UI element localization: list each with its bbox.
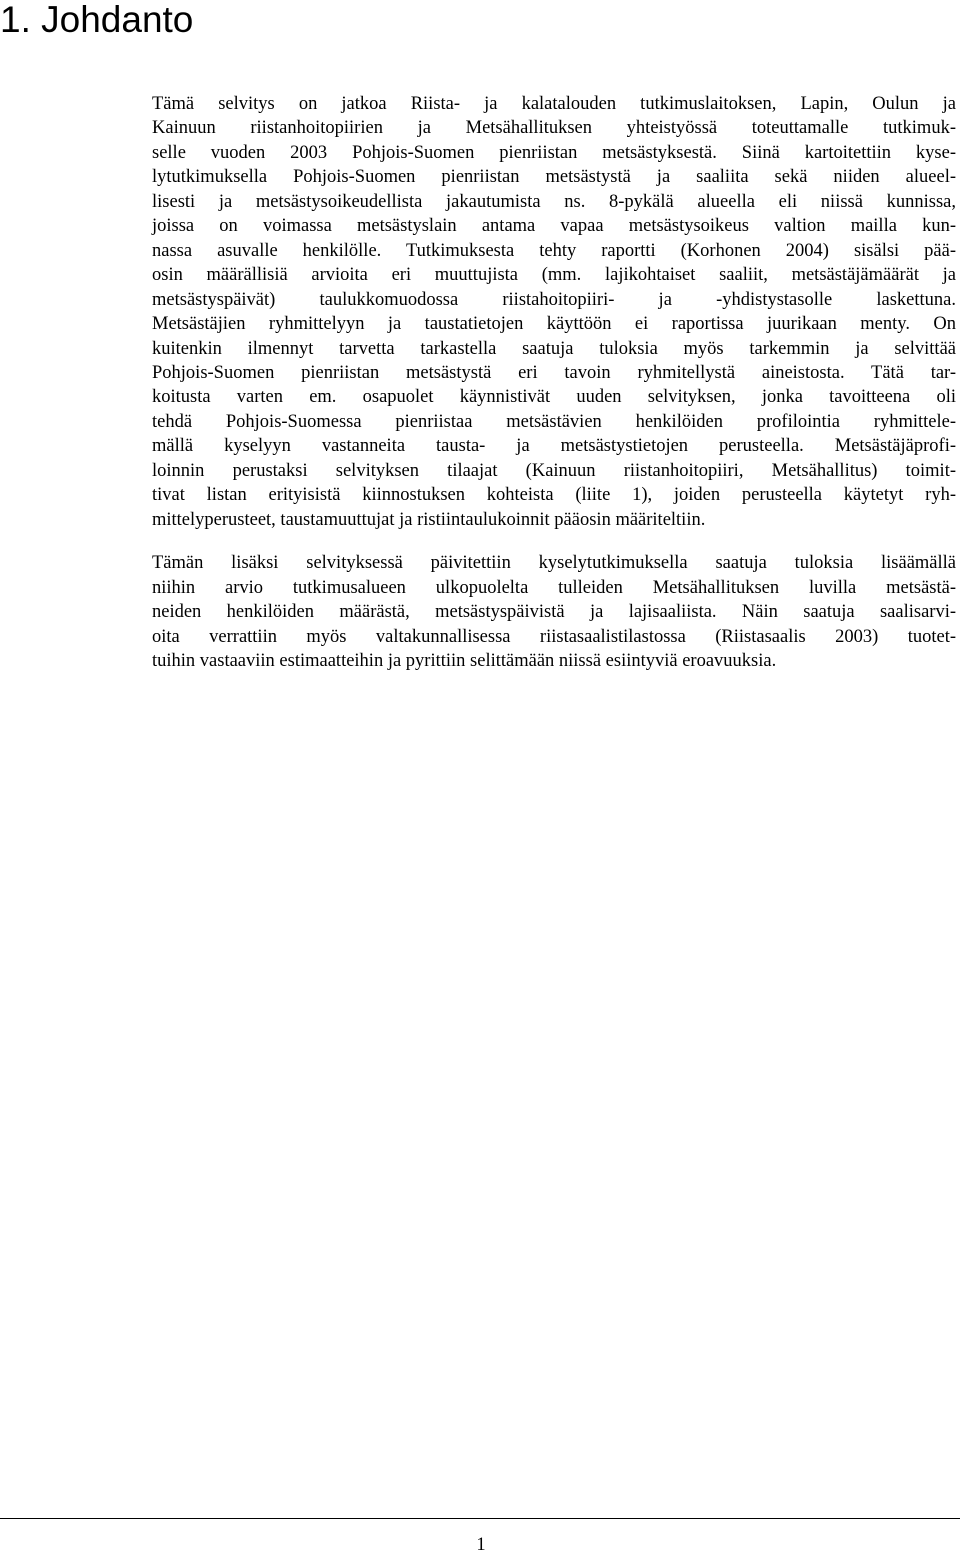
text-line: Pohjois-Suomen pienriistan metsästystä eri tavoin ryhmitellystä aineistosta. Tätä tar- bbox=[152, 362, 956, 383]
page-number: 1 bbox=[476, 1535, 486, 1555]
text-line: osin määrällisiä arvioita eri muuttujista (mm. lajikohtaiset saaliit, metsästäjämäärät ja bbox=[152, 265, 956, 286]
page-title: 1. Johdanto bbox=[0, 0, 194, 40]
text-line: mittelyperusteet, taustamuuttujat ja ristiintaulukoinnit pääosin määriteltiin. bbox=[152, 509, 706, 530]
text-line: metsästyspäivät) taulukkomuodossa riistahoitopiiri- ja -yhdistystasolle laskettuna. bbox=[152, 289, 956, 310]
text-line: joissa on voimassa metsästyslain antama vapaa metsästysoikeus valtion mailla kun- bbox=[152, 216, 956, 237]
text-line: nassa asuvalle henkilölle. Tutkimuksesta tehty raportti (Korhonen 2004) sisälsi pää- bbox=[152, 240, 956, 261]
text-line: selle vuoden 2003 Pohjois-Suomen pienriistan metsästyksestä. Siinä kartoitettiin kyse- bbox=[152, 142, 956, 163]
text-line: loinnin perustaksi selvityksen tilaajat (Kainuun riistanhoitopiiri, Metsähallitus) toimit- bbox=[152, 460, 956, 481]
text-line: Tämä selvitys on jatkoa Riista- ja kalatalouden tutkimuslaitoksen, Lapin, Oulun ja bbox=[152, 94, 956, 114]
text-line: koitusta varten em. osapuolet käynnistivät uuden selvityksen, jonka tavoitteena oli bbox=[152, 387, 956, 408]
text-line: lytutkimuksella Pohjois-Suomen pienriistan metsästystä ja saaliita sekä niiden alueel- bbox=[152, 167, 956, 188]
text-line: Metsästäjien ryhmittelyyn ja taustatietojen käyttöön ei raportissa juurikaan menty. On bbox=[152, 314, 956, 335]
text-line: kuitenkin ilmennyt tarvetta tarkastella saatuja tuloksia myös tarkemmin ja selvittää bbox=[152, 338, 956, 359]
paragraph-intro bbox=[152, 92, 956, 532]
text-line: tuihin vastaaviin estimaatteihin ja pyrittiin selittämään niissä esiintyviä eroavuuksia. bbox=[152, 650, 777, 671]
text-line: neiden henkilöiden määrästä, metsästyspäivistä ja lajisaaliista. Näin saatuja saalisarvi- bbox=[152, 602, 956, 623]
text-line: Tämän lisäksi selvityksessä päivitettiin kyselytutkimuksella saatuja tuloksia lisäämällä bbox=[152, 553, 956, 574]
text-line: tehdä Pohjois-Suomessa pienriistaa metsästävien henkilöiden profilointia ryhmittele- bbox=[152, 411, 956, 432]
paragraph-gap bbox=[152, 532, 956, 551]
document-body bbox=[152, 92, 956, 673]
text-line: oita verrattiin myös valtakunnallisessa riistasaalistilastossa (Riistasaalis 2003) tuotet- bbox=[152, 626, 956, 647]
text-line: niihin arvio tutkimusalueen ulkopuolelta tulleiden Metsähallituksen luvilla metsästä- bbox=[152, 577, 956, 598]
text-line: lisesti ja metsästysoikeudellista jakautumista ns. 8-pykälä alueella eli niissä kunnissa, bbox=[152, 191, 956, 212]
paragraph-update bbox=[152, 551, 956, 673]
text-line: mällä kyselyyn vastanneita tausta- ja metsästystietojen perusteella. Metsästäjäprofi- bbox=[152, 436, 956, 457]
footer-divider bbox=[0, 1518, 960, 1519]
text-line: tivat listan erityisistä kiinnostuksen kohteista (liite 1), joiden perusteella käytetyt ryh- bbox=[152, 485, 956, 506]
text-line: Kainuun riistanhoitopiirien ja Metsähallituksen yhteistyössä toteuttamalle tutkimuk- bbox=[152, 118, 956, 139]
